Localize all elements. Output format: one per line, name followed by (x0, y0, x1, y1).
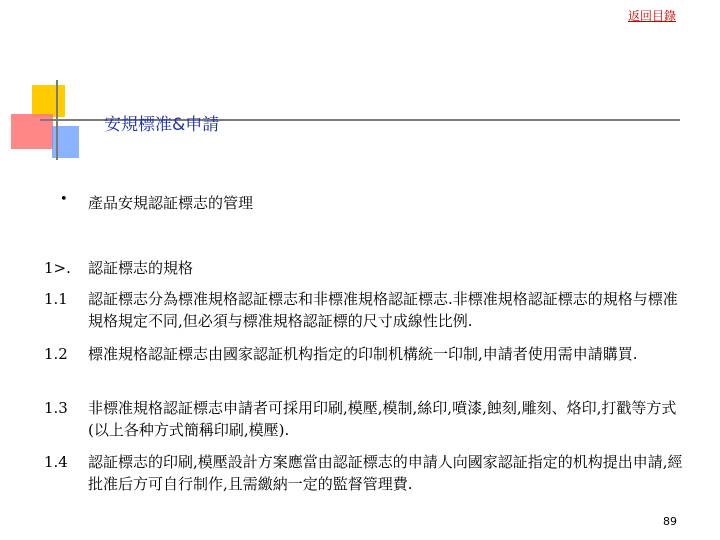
item-number: 1.2 (44, 345, 68, 363)
section-title: 認証標志的規格 (88, 259, 194, 277)
item-text: 認証標志的印刷,模壓設計方案應當由認証標志的申請人向國家認証指定的机构提出申請,經批准后方可自行制作,且需繳納一定的監督管理費. (88, 453, 683, 493)
item-text: 標准規格認証標志由國家認証机构指定的印制机構統一印制,申請者使用需申請購買. (88, 345, 638, 363)
slide-title: 安規標准&申請 (104, 115, 220, 135)
item-number: 1.4 (44, 453, 68, 471)
page-number: 89 (663, 515, 677, 528)
logo-yellow-block (32, 85, 65, 117)
item-number: 1.1 (44, 290, 68, 308)
section-number: 1>. (44, 259, 71, 277)
section-heading (44, 257, 193, 278)
back-to-contents-link[interactable]: 返回目錄 (628, 9, 677, 23)
bullet-text: 產品安規認証標志的管理 (88, 194, 254, 212)
item-text: 非標准規格認証標志申請者可採用印刷,模壓,模制,絲印,噴漆,蝕刻,雕刻、烙印,打戳等方式(以上各种方式簡稱印刷,模壓). (88, 399, 677, 439)
item-number: 1.3 (44, 399, 68, 417)
bullet-marker: • (60, 192, 68, 207)
item-text: 認証標志分為標准規格認証標志和非標准規格認証標志.非標准規格認証標志的規格与標准規格規定不同,但必須与標准規格認証標的尺寸成線性比例. (88, 290, 678, 330)
